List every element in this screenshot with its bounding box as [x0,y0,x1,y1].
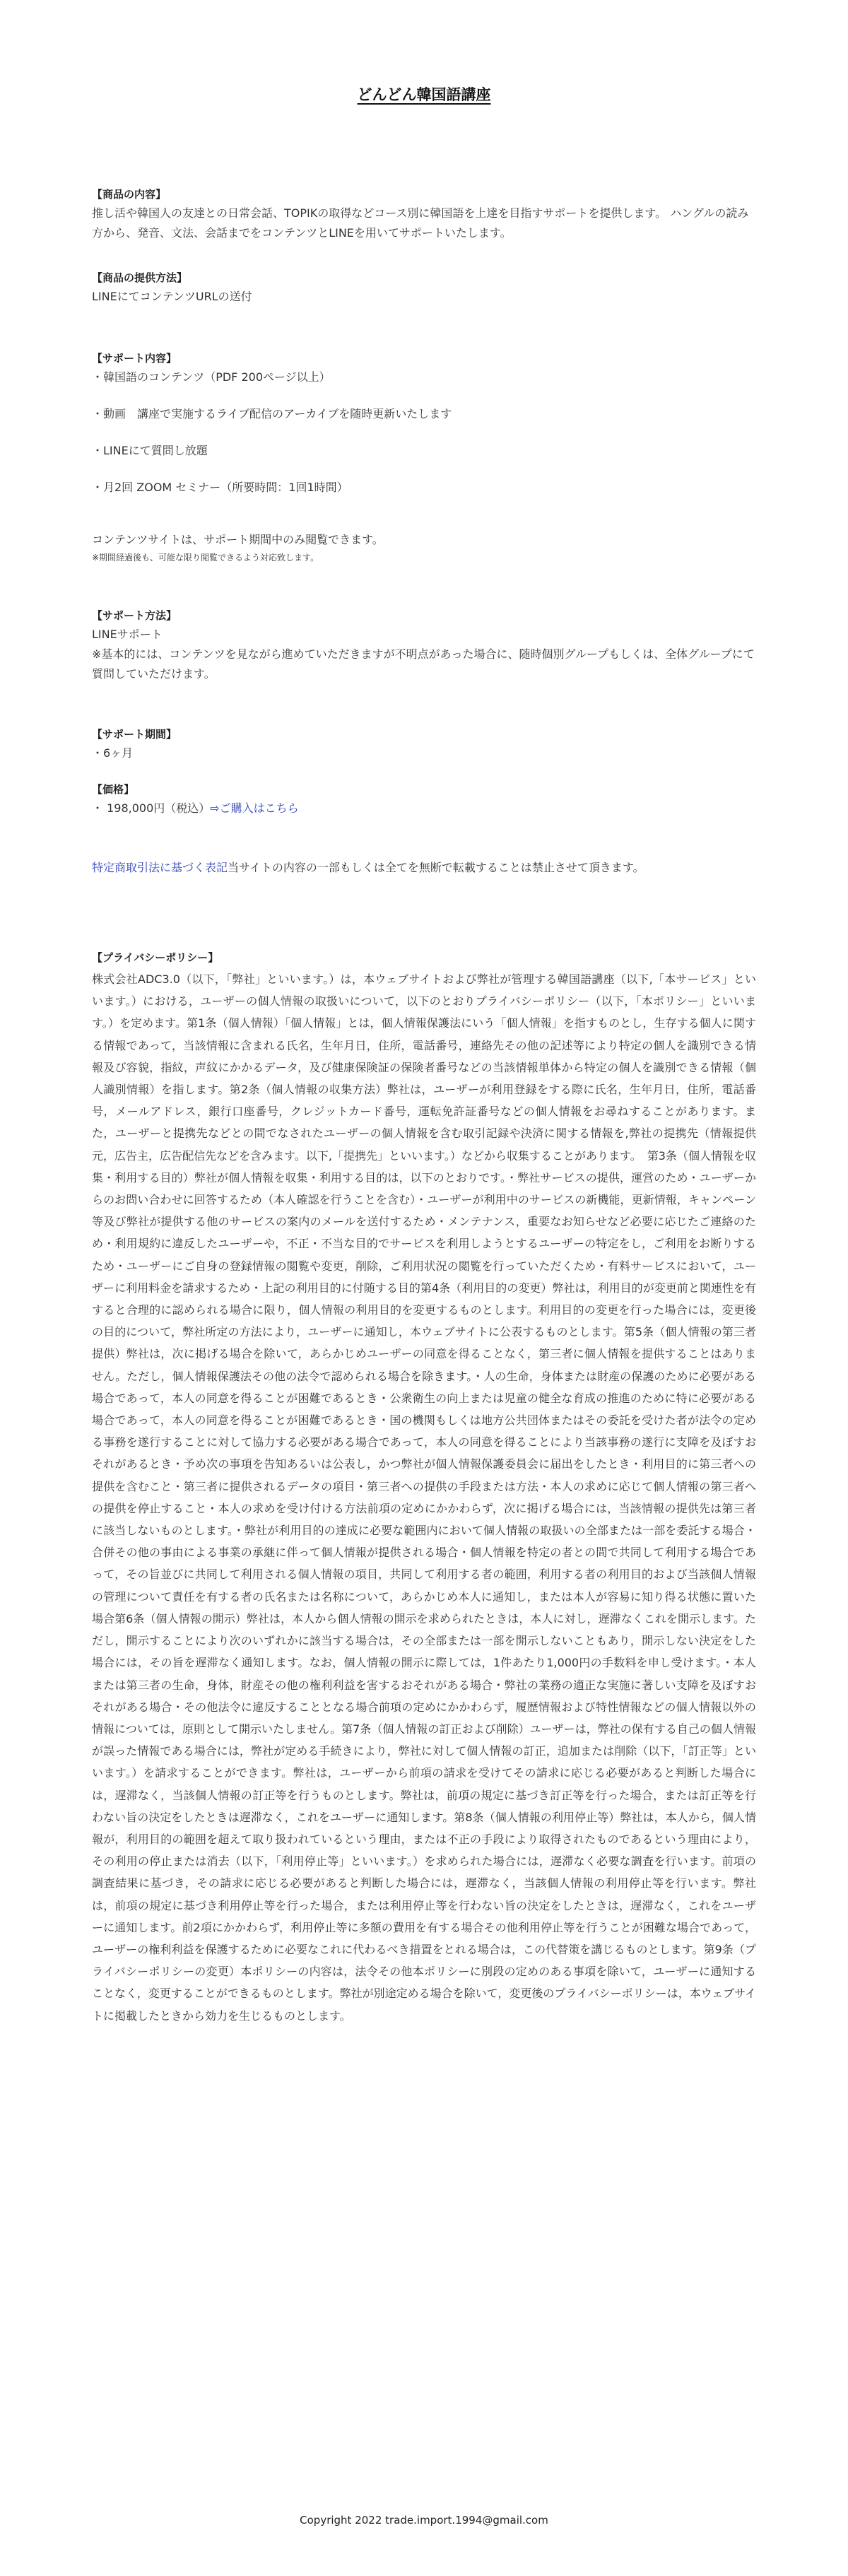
page-title: どんどん韓国語講座 [357,86,491,103]
support-method-line: LINEサポート [92,628,163,641]
commercial-law-link[interactable]: 特定商取引法に基づく表記 [92,861,228,874]
product-heading: 【商品の内容】 [92,188,167,201]
legal-line [92,858,756,878]
support-period-section [92,725,756,763]
support-item: ・韓国語のコンテンツ（PDF 200ページ以上） [92,370,331,384]
main-content [92,185,756,2027]
support-item: ・月2回 ZOOM セミナー（所要時間：1回1時間） [92,481,348,494]
purchase-link[interactable]: ⇨ご購入はこちら [210,801,299,815]
price-line [92,799,756,818]
price-heading: 【価格】 [92,783,135,796]
copyright: Copyright 2022 trade.import.1994@gmail.com [300,2514,548,2527]
price-value: ・ 198,000円（税込） [92,801,211,815]
delivery-section [92,269,756,307]
content-site-small-note: ※期間経過後も、可能な限り閲覧できるよう対応致します。 [92,553,319,563]
support-item: ・LINEにて質問し放題 [92,444,208,457]
copy-notice: 当サイトの内容の一部もしくは全てを無断で転載することは禁止させて頂きます。 [228,861,644,874]
legal-section [92,858,756,878]
product-description: 推し活や韓国人の友達との日常会話、TOPIKの取得などコース別に韓国語を上達を目指すサポートを提供します。 ハングルの読み方から、発音、文法、会話までをコンテンツとLINEを用いてサポートいたします。 [92,206,749,240]
support-content-heading: 【サポート内容】 [92,352,177,365]
privacy-section [92,947,756,2027]
support-method-heading: 【サポート方法】 [92,609,177,622]
support-method-section [92,606,756,684]
privacy-heading: 【プライバシーポリシー】 [92,951,219,964]
delivery-method: LINEにてコンテンツURLの送付 [92,290,252,303]
price-section [92,780,756,818]
delivery-heading: 【商品の提供方法】 [92,271,188,284]
support-content-section [92,349,756,565]
support-method-note: ※基本的には、コンテンツを見ながら進めていただきますが不明点があった場合に、随時個別グループもしくは、全体グループにて質問していただけます。 [92,647,755,681]
support-period-value: ・6ヶ月 [92,746,134,760]
content-site-note: コンテンツサイトは、サポート期間中のみ閲覧できます。 [92,533,384,546]
product-section [92,185,756,243]
support-item: ・動画 講座で実施するライブ配信のアーカイブを随時更新いたします [92,407,452,420]
privacy-body: 株式会社ADC3.0（以下，「弊社」といいます。）は，本ウェブサイトおよび弊社が管理する韓国語講座（以下,「本サービス」といいます。）における，ユーザーの個人情報の取扱いについて，以下のとおりプライバシーポリシー（以下，「本ポリシー」といいます。）を定めます。第1条（個人情報）「個人情報」とは，個人情報保護法にいう「個人情報」を指すものとし，生存する個人に関する情報であって，当該情報に含まれる氏名，生年月日，住所，電話番号，連絡先その他の記述等により特定の個人を識別できる情報及び容貌，指紋，声紋にかかるデータ，及び健康保険証の保険者番号などの当該情報単体から特定の個人を識別できる情報（個人識別情報）を指します。第2条（個人情報の収集方法）弊社は，ユーザーが利用登録をする際に氏名，生年月日，住所，電話番号，メールアドレス，銀行口座番号，クレジットカード番号，運転免許証番号などの個人情報をお尋ねすることがあります。また，ユーザーと提携先などとの間でなされたユーザーの個人情報を含む取引記録や決済に関する情報を,弊社の提携先（情報提供元，広告主，広告配信先などを含みます。以下,「提携先」といいます。）などから収集することがあります。 第3条（個人情報を収集・利用する目的）弊社が個人情報を収集・利用する目的は，以下のとおりです。・弊社サービスの提供，運営のため・ユーザーからのお問い合わせに回答するため（本人確認を行うことを含む）・ユーザーが利用中のサービスの新機能，更新情報，キャンペーン等及び弊社が提供する他のサービスの案内のメールを送付するため・メンテナンス，重要なお知らせなど必要に応じたご連絡のため・利用規約に違反したユーザーや，不正・不当な目的でサービスを利用しようとするユーザーの特定をし，ご利用をお断りするため・ユーザーにご自身の登録情報の閲覧や変更，削除，ご利用状況の閲覧を行っていただくため・有料サービスにおいて，ユーザーに利用料金を請求するため・上記の利用目的に付随する目的第4条（利用目的の変更）弊社は，利用目的が変更前と関連性を有すると合理的に認められる場合に限り，個人情報の利用目的を変更するものとします。利用目的の変更を行った場合には，変更後の目的について，弊社所定の方法により，ユーザーに通知し，本ウェブサイトに公表するものとします。第5条（個人情報の第三者提供）弊社は，次に掲げる場合を除いて，あらかじめユーザーの同意を得ることなく，第三者に個人情報を提供することはありません。ただし，個人情報保護法その他の法令で認められる場合を除きます。・人の生命，身体または財産の保護のために必要がある場合であって，本人の同意を得ることが困難であるとき・公衆衛生の向上または児童の健全な育成の推進のために特に必要がある場合であって，本人の同意を得ることが困難であるとき・国の機関もしくは地方公共団体またはその委託を受けた者が法令の定める事務を遂行することに対して協力する必要がある場合であって，本人の同意を得ることにより当該事務の遂行に支障を及ぼすおそれがあるとき・予め次の事項を告知あるいは公表し，かつ弊社が個人情報保護委員会に届出をしたとき・利用目的に第三者への提供を含むこと・第三者に提供されるデータの項目・第三者への提供の手段または方法・本人の求めに応じて個人情報の第三者への提供を停止すること・本人の求めを受け付ける方法前項の定めにかかわらず，次に掲げる場合には，当該情報の提供先は第三者に該当しないものとします。・弊社が利用目的の達成に必要な範囲内において個人情報の取扱いの全部または一部を委託する場合・合併その他の事由による事業の承継に伴って個人情報が提供される場合・個人情報を特定の者との間で共同して利用する場合であって，その旨並びに共同して利用される個人情報の項目，共同して利用する者の範囲，利用する者の利用目的および当該個人情報の管理について責任を有する者の氏名または名称について，あらかじめ本人に通知し，または本人が容易に知り得る状態に置いた場合第6条（個人情報の開示）弊社は，本人から個人情報の開示を求められたときは，本人に対し，遅滞なくこれを開示します。ただし，開示することにより次のいずれかに該当する場合は，その全部または一部を開示しないこともあり，開示しない決定をした場合には，その旨を遅滞なく通知します。なお，個人情報の開示に際しては，1件あたり1,000円の手数料を申し受けます。・本人または第三者の生命，身体，財産その他の権利利益を害するおそれがある場合・弊社の業務の適正な実施に著しい支障を及ぼすおそれがある場合・その他法令に違反することとなる場合前項の定めにかかわらず，履歴情報および特性情報などの個人情報以外の情報については，原則として開示いたしません。第7条（個人情報の訂正および削除）ユーザーは，弊社の保有する自己の個人情報が誤った情報である場合には，弊社が定める手続きにより，弊社に対して個人情報の訂正，追加または削除（以下，「訂正等」といいます。）を請求することができます。弊社は，ユーザーから前項の請求を受けてその請求に応じる必要があると判断した場合には，遅滞なく，当該個人情報の訂正等を行うものとします。弊社は，前項の規定に基づき訂正等を行った場合，または訂正等を行わない旨の決定をしたときは遅滞なく，これをユーザーに通知します。第8条（個人情報の利用停止等）弊社は，本人から，個人情報が，利用目的の範囲を超えて取り扱われているという理由，または不正の手段により取得されたものであるという理由により，その利用の停止または消去（以下，「利用停止等」といいます。）を求められた場合には，遅滞なく必要な調査を行います。前項の調査結果に基づき，その請求に応じる必要があると判断した場合には，遅滞なく，当該個人情報の利用停止等を行います。弊社は，前項の規定に基づき利用停止等を行った場合，または利用停止等を行わない旨の決定をしたときは，遅滞なく，これをユーザーに通知します。前2項にかかわらず，利用停止等に多額の費用を有する場合その他利用停止等を行うことが困難な場合であって，ユーザーの権利利益を保護するために必要なこれに代わるべき措置をとれる場合は，この代替策を講じるものとします。第9条（プライバシーポリシーの変更）本ポリシーの内容は，法令その他本ポリシーに別段の定めのある事項を除いて，ユーザーに通知することなく，変更することができるものとします。弊社が別途定める場合を除いて，変更後のプライバシーポリシーは，本ウェブサイトに掲載したときから効力を生じるものとします。 [92,972,756,2023]
support-period-heading: 【サポート期間】 [92,728,177,741]
